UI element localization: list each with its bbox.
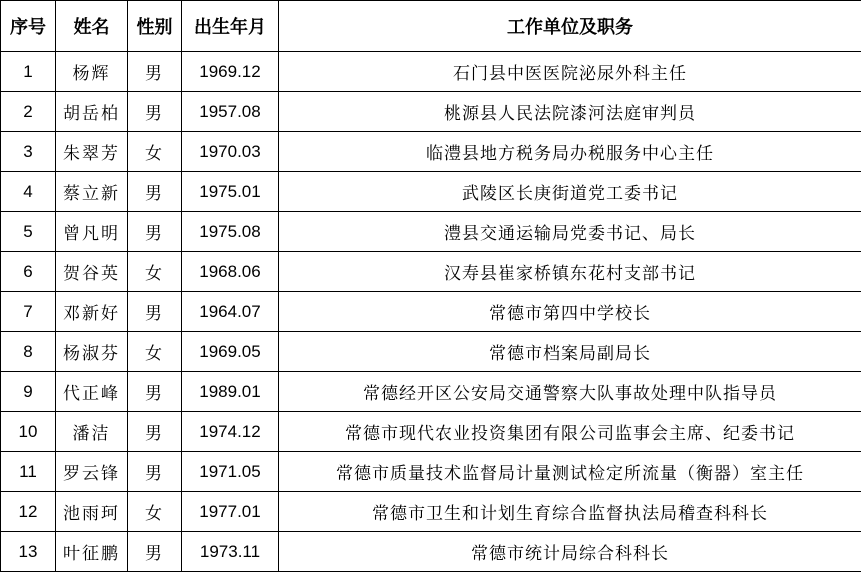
table-row <box>1 532 861 572</box>
cell-birth: 1975.01 <box>182 172 279 212</box>
table-row <box>1 452 861 492</box>
table-body <box>1 52 861 572</box>
cell-seq: 4 <box>1 172 56 212</box>
cell-position: 常德市质量技术监督局计量测试检定所流量（衡器）室主任 <box>279 452 861 492</box>
cell-gender: 女 <box>128 252 182 292</box>
cell-birth: 1974.12 <box>182 412 279 452</box>
cell-gender: 男 <box>128 212 182 252</box>
cell-name: 池雨珂 <box>56 492 128 532</box>
cell-gender: 男 <box>128 92 182 132</box>
cell-position: 常德市现代农业投资集团有限公司监事会主席、纪委书记 <box>279 412 861 452</box>
table-row <box>1 332 861 372</box>
cell-birth: 1969.05 <box>182 332 279 372</box>
table-row <box>1 132 861 172</box>
table-row <box>1 92 861 132</box>
cell-gender: 女 <box>128 332 182 372</box>
cell-birth: 1973.11 <box>182 532 279 572</box>
cell-seq: 11 <box>1 452 56 492</box>
cell-name: 蔡立新 <box>56 172 128 212</box>
header-gender: 性别 <box>128 1 182 52</box>
table-header-row <box>1 1 861 52</box>
cell-birth: 1969.12 <box>182 52 279 92</box>
cell-name: 胡岳柏 <box>56 92 128 132</box>
header-position: 工作单位及职务 <box>279 1 861 52</box>
header-name: 姓名 <box>56 1 128 52</box>
table-row <box>1 412 861 452</box>
cell-name: 杨辉 <box>56 52 128 92</box>
cell-gender: 男 <box>128 52 182 92</box>
cell-birth: 1989.01 <box>182 372 279 412</box>
cell-birth: 1975.08 <box>182 212 279 252</box>
cell-name: 潘洁 <box>56 412 128 452</box>
cell-name: 邓新好 <box>56 292 128 332</box>
cell-seq: 8 <box>1 332 56 372</box>
cell-seq: 10 <box>1 412 56 452</box>
cell-name: 曾凡明 <box>56 212 128 252</box>
cell-gender: 男 <box>128 172 182 212</box>
cell-name: 杨淑芬 <box>56 332 128 372</box>
cell-seq: 1 <box>1 52 56 92</box>
cell-gender: 女 <box>128 492 182 532</box>
cell-position: 武陵区长庚街道党工委书记 <box>279 172 861 212</box>
cell-birth: 1971.05 <box>182 452 279 492</box>
cell-gender: 男 <box>128 452 182 492</box>
cell-gender: 男 <box>128 372 182 412</box>
cell-birth: 1964.07 <box>182 292 279 332</box>
cell-position: 石门县中医医院泌尿外科主任 <box>279 52 861 92</box>
cell-position: 桃源县人民法院漆河法庭审判员 <box>279 92 861 132</box>
cell-name: 贺谷英 <box>56 252 128 292</box>
table-row <box>1 212 861 252</box>
table-row <box>1 172 861 212</box>
cell-birth: 1968.06 <box>182 252 279 292</box>
cell-gender: 男 <box>128 532 182 572</box>
table-row <box>1 292 861 332</box>
cell-seq: 12 <box>1 492 56 532</box>
cell-seq: 6 <box>1 252 56 292</box>
cell-seq: 5 <box>1 212 56 252</box>
header-seq: 序号 <box>1 1 56 52</box>
cell-gender: 男 <box>128 412 182 452</box>
cell-name: 朱翠芳 <box>56 132 128 172</box>
cell-gender: 男 <box>128 292 182 332</box>
table-row <box>1 492 861 532</box>
cell-position: 汉寿县崔家桥镇东花村支部书记 <box>279 252 861 292</box>
cell-birth: 1977.01 <box>182 492 279 532</box>
table-row <box>1 52 861 92</box>
cell-seq: 3 <box>1 132 56 172</box>
table-row <box>1 372 861 412</box>
cell-seq: 13 <box>1 532 56 572</box>
cell-position: 常德市卫生和计划生育综合监督执法局稽查科科长 <box>279 492 861 532</box>
cell-seq: 7 <box>1 292 56 332</box>
cell-seq: 2 <box>1 92 56 132</box>
cell-birth: 1957.08 <box>182 92 279 132</box>
cell-position: 常德市第四中学校长 <box>279 292 861 332</box>
table-row <box>1 252 861 292</box>
cell-birth: 1970.03 <box>182 132 279 172</box>
header-birth: 出生年月 <box>182 1 279 52</box>
cell-name: 罗云锋 <box>56 452 128 492</box>
cell-name: 叶征鹏 <box>56 532 128 572</box>
cell-seq: 9 <box>1 372 56 412</box>
cell-position: 常德市档案局副局长 <box>279 332 861 372</box>
cell-position: 常德市统计局综合科科长 <box>279 532 861 572</box>
cell-position: 临澧县地方税务局办税服务中心主任 <box>279 132 861 172</box>
cell-gender: 女 <box>128 132 182 172</box>
cell-name: 代正峰 <box>56 372 128 412</box>
cell-position: 澧县交通运输局党委书记、局长 <box>279 212 861 252</box>
cell-position: 常德经开区公安局交通警察大队事故处理中队指导员 <box>279 372 861 412</box>
